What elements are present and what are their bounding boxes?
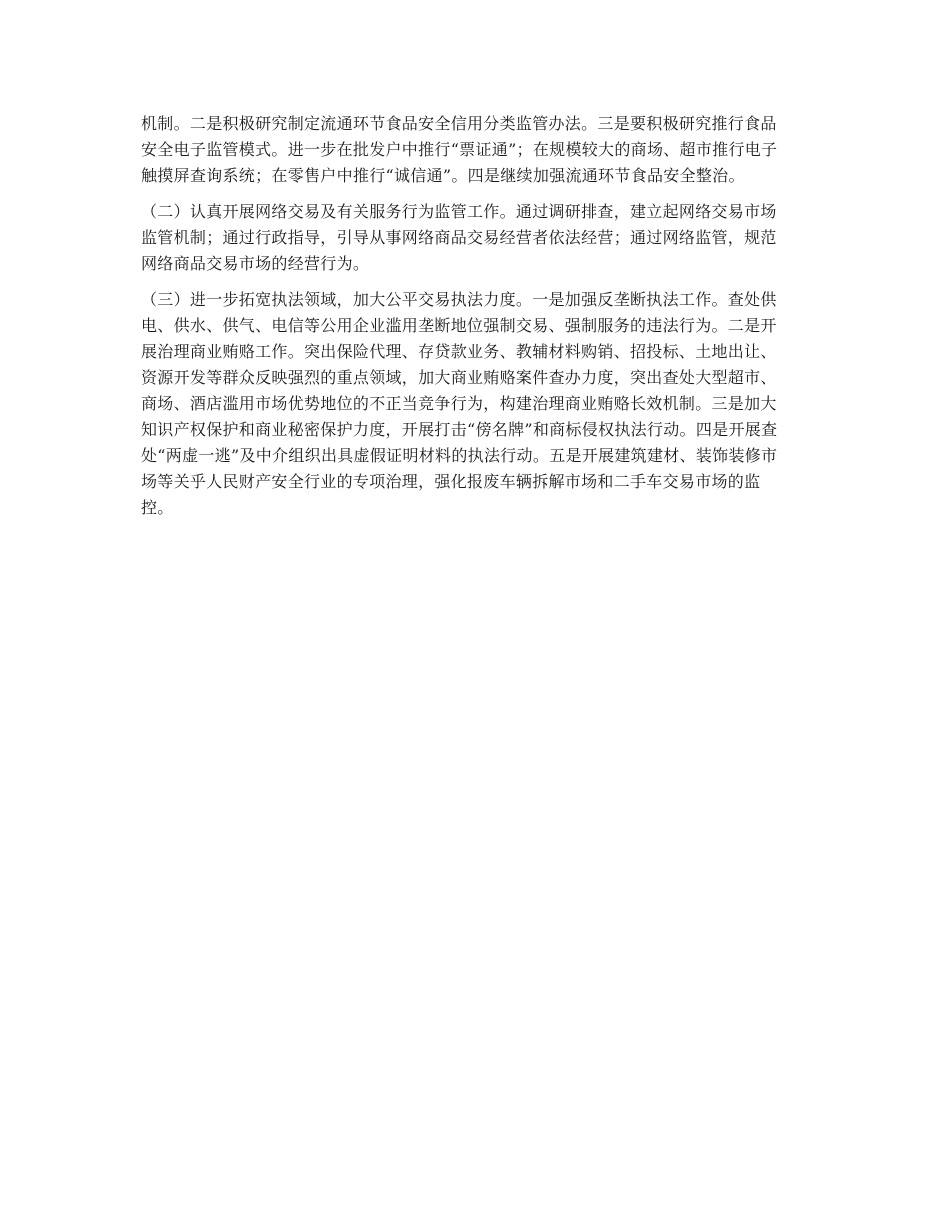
text-line: 处“两虚一逃”及中介组织出具虚假证明材料的执法行动。五是开展建筑建材、装饰装修市: [141, 446, 778, 465]
document-body: [141, 111, 807, 531]
text-line: 触摸屏查询系统；在零售户中推行“诚信通”。四是继续加强流通环节食品安全整治。: [141, 166, 745, 185]
paragraph-food-safety: [141, 111, 807, 189]
text-line: 商场、酒店滥用市场优势地位的不正当竞争行为，构建治理商业贿赂长效机制。三是加大: [141, 394, 777, 413]
text-line: 电、供水、供气、电信等公用企业滥用垄断地位强制交易、强制服务的违法行为。二是开: [141, 316, 777, 335]
text-line: 展治理商业贿赂工作。突出保险代理、存贷款业务、教辅材料购销、招投标、土地出让、: [141, 342, 777, 361]
text-line: （三）进一步拓宽执法领域，加大公平交易执法力度。一是加强反垄断执法工作。查处供: [141, 290, 777, 309]
text-line: 控。: [141, 498, 174, 517]
paragraph-online-trade: [141, 199, 807, 277]
text-line: 网络商品交易市场的经营行为。: [141, 254, 370, 273]
text-line: 资源开发等群众反映强烈的重点领域，加大商业贿赂案件查办力度，突出查处大型超市、: [141, 368, 777, 387]
text-line: 安全电子监管模式。进一步在批发户中推行“票证通”；在规模较大的商场、超市推行电子: [141, 140, 778, 159]
text-line: 场等关乎人民财产安全行业的专项治理，强化报废车辆拆解市场和二手车交易市场的监: [141, 472, 761, 491]
text-line: （二）认真开展网络交易及有关服务行为监管工作。通过调研排查，建立起网络交易市场: [141, 202, 777, 221]
paragraph-fair-trade-enforcement: [141, 287, 807, 521]
text-line: 机制。二是积极研究制定流通环节食品安全信用分类监管办法。三是要积极研究推行食品: [141, 114, 777, 133]
text-line: 监管机制；通过行政指导，引导从事网络商品交易经营者依法经营；通过网络监管，规范: [141, 228, 777, 247]
text-line: 知识产权保护和商业秘密保护力度，开展打击“傍名牌”和商标侵权执法行动。四是开展查: [141, 420, 778, 439]
